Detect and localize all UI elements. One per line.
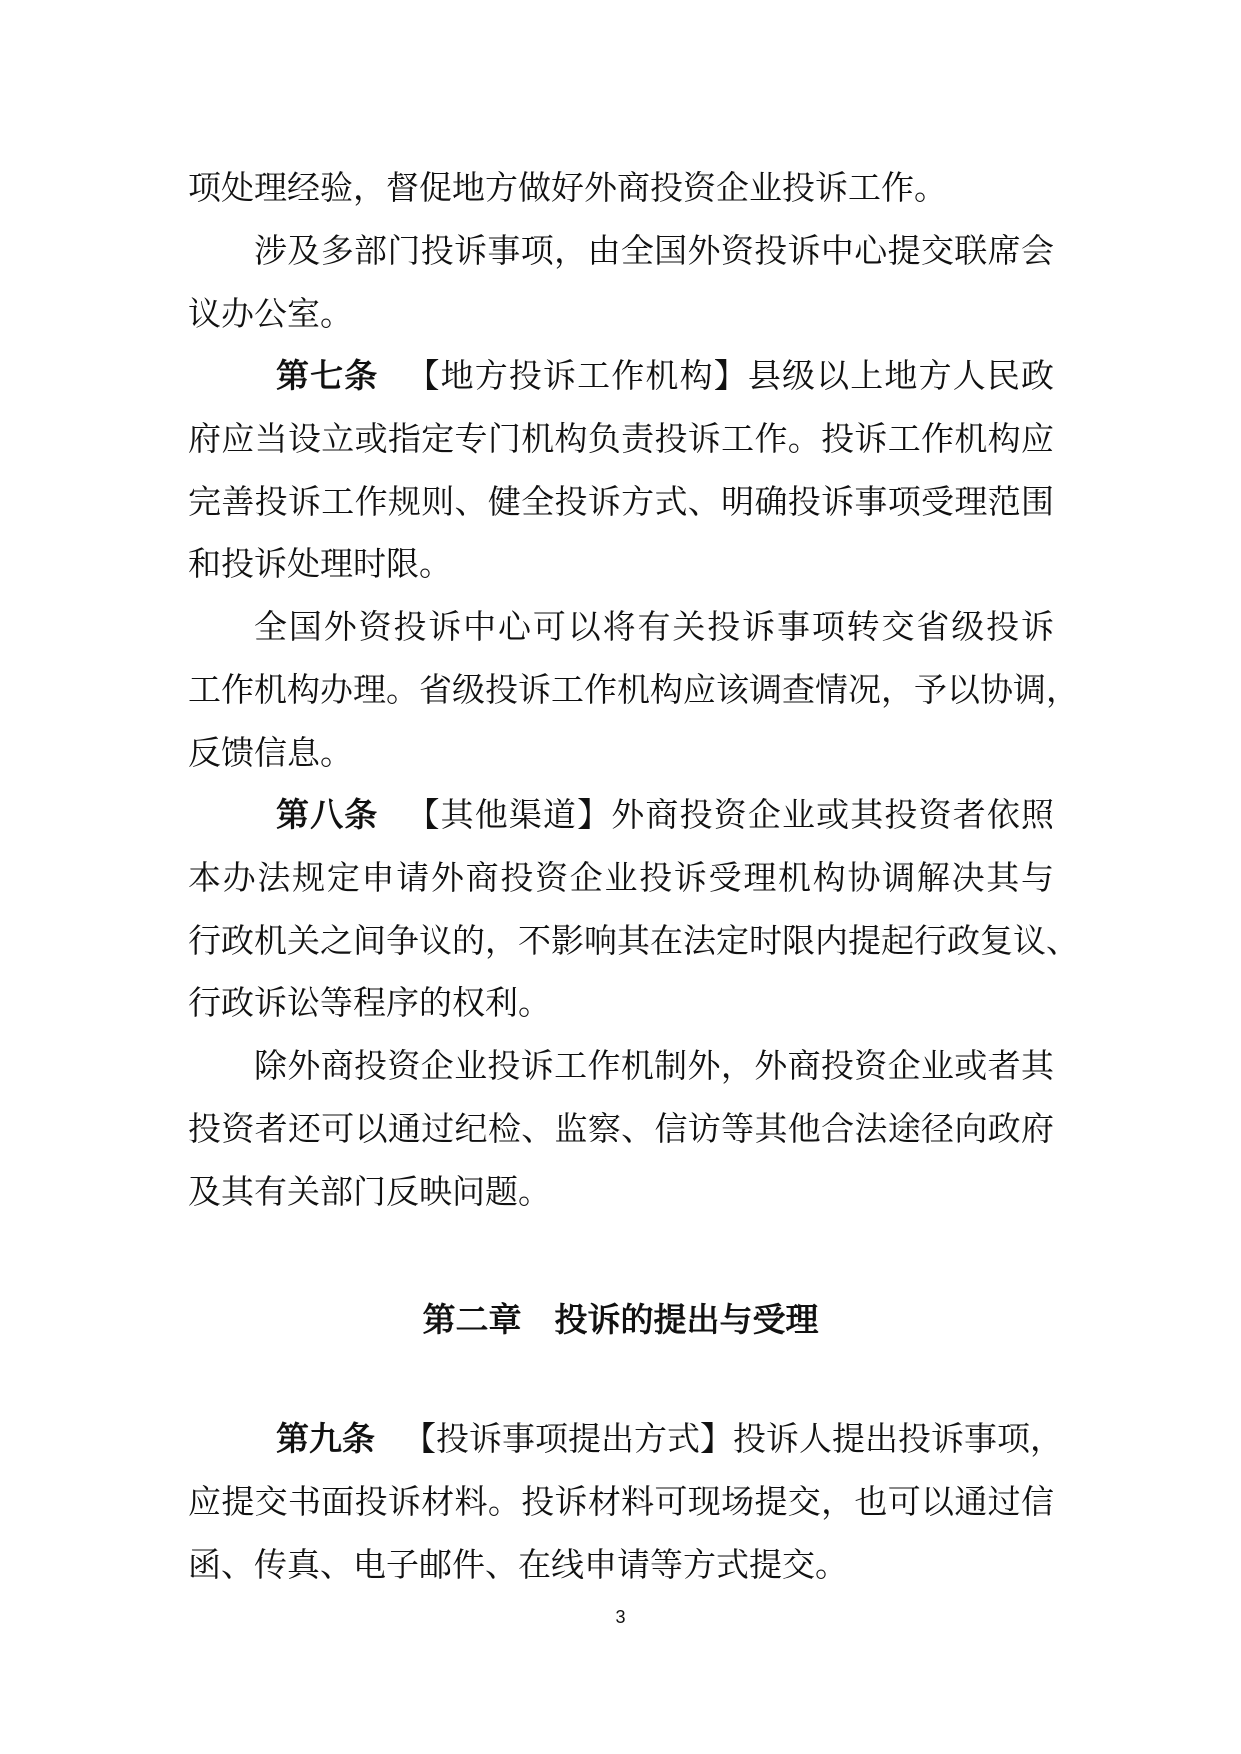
text-line: 工作机构办理。省级投诉工作机构应该调查情况，予以协调，	[188, 670, 1079, 709]
text-line: 府应当设立或指定专门机构负责投诉工作。投诉工作机构应	[188, 419, 1054, 458]
article-label: 第八条	[276, 795, 379, 834]
chapter-title: 投诉的提出与受理	[554, 1300, 819, 1339]
text-line: 全国外资投诉中心可以将有关投诉事项转交省级投诉	[254, 607, 1054, 646]
text-line: 完善投诉工作规则、健全投诉方式、明确投诉事项受理范围	[188, 482, 1054, 521]
chapter-heading	[0, 1294, 1241, 1341]
text-line: 本办法规定申请外商投资企业投诉受理机构协调解决其与	[188, 858, 1054, 897]
text-span: 【地方投诉工作机构】县级以上地方人民政	[406, 356, 1055, 395]
text-line: 和投诉处理时限。	[188, 544, 452, 583]
text-line: 应提交书面投诉材料。投诉材料可现场提交，也可以通过信	[188, 1482, 1054, 1521]
text-line: 投资者还可以通过纪检、监察、信访等其他合法途径向政府	[188, 1109, 1054, 1148]
text-line: 及其有关部门反映问题。	[188, 1172, 551, 1211]
text-span: 【投诉事项提出方式】投诉人提出投诉事项，	[403, 1419, 1063, 1458]
article-label: 第七条	[276, 356, 379, 395]
text-line: 涉及多部门投诉事项，由全国外资投诉中心提交联席会	[254, 231, 1054, 270]
chapter-number: 第二章	[422, 1300, 522, 1339]
page-number: 3	[615, 1607, 626, 1627]
text-line: 反馈信息。	[188, 733, 353, 772]
article-7-heading-line	[188, 356, 1054, 396]
text-line: 项处理经验，督促地方做好外商投资企业投诉工作。	[188, 168, 947, 207]
article-label: 第九条	[276, 1419, 375, 1458]
article-8-heading-line	[188, 795, 1054, 835]
text-line: 函、传真、电子邮件、在线申请等方式提交。	[188, 1545, 848, 1584]
text-span: 【其他渠道】外商投资企业或其投资者依照	[406, 795, 1055, 834]
article-9-heading-line	[188, 1419, 1063, 1459]
text-line: 行政机关之间争议的，不影响其在法定时限内提起行政复议、	[188, 921, 1079, 960]
text-line: 除外商投资企业投诉工作机制外，外商投资企业或者其	[254, 1046, 1054, 1085]
text-line: 行政诉讼等程序的权利。	[188, 983, 551, 1022]
text-line: 议办公室。	[188, 294, 353, 333]
